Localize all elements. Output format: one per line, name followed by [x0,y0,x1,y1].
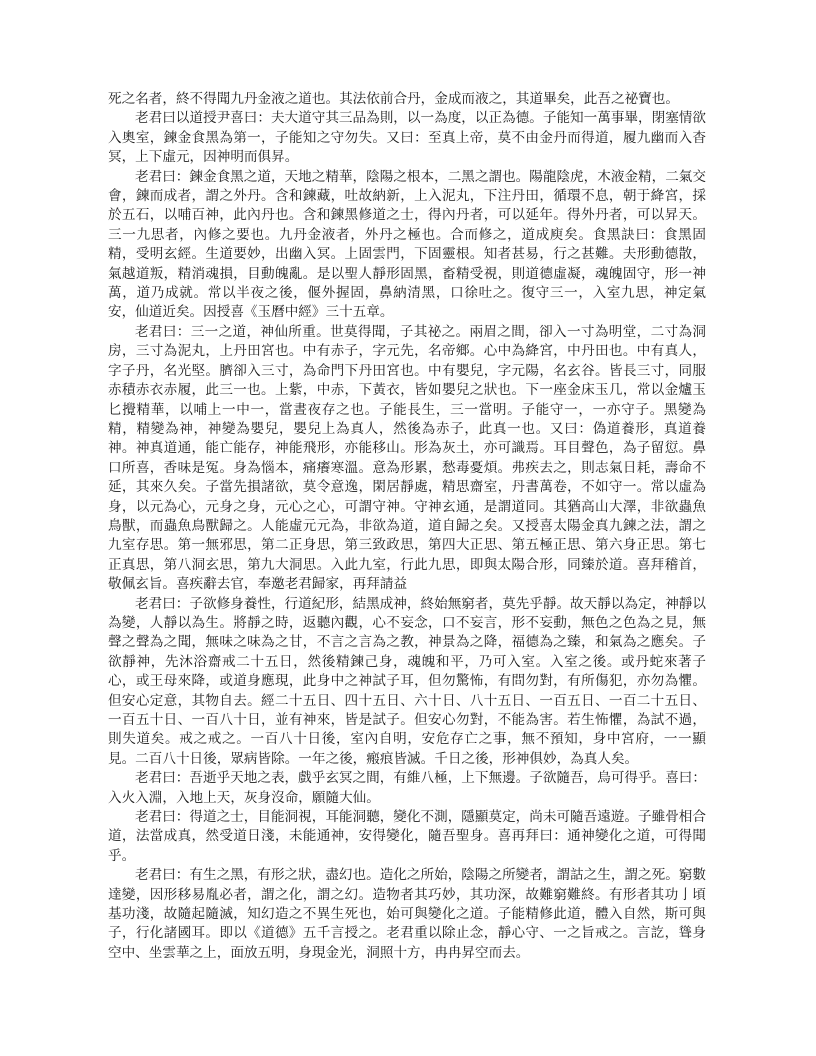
paragraph-7: 老君曰：得道之士，目能洞視，耳能洞聽，變化不測，隱顯莫定，尚未可隨吾遠遊。子雖骨相合道，法當成真，然受道日淺，未能通神，安得變化，隨吾聖身。喜再拜曰：通神變化之道，可得聞乎。 [108,809,706,864]
paragraph-1: 死之名者，終不得聞九丹金液之道也。其法依前合丹，金成而液之，其道畢矣，此吾之祕寶也。 [108,91,679,107]
paragraph-8: 老君曰：有生之黑，有形之狀，盡幻也。造化之所始，陰陽之所變者，謂詁之生，謂之死。窮數達變，因形移易胤必者，謂之化，謂之幻。造物者其巧妙，其功深，故難窮難終。有形者其功亅頃基功淺，故隨起隨滅，知幻造之不異生死也，始可與變化之道。子能精修此道，體入自然，斯可與子，行化諸國耳。即以《道德》五千言授之。老君重以除止念，靜心守、一之旨戒之。言訖，聳身空中、坐雲華之上，面放五明，身現金光，洞照十方，冉冉昇空而去。 [108,867,706,961]
paragraph-4: 老君曰：三一之道，神仙所重。世莫得聞，子其祕之。兩眉之間，卻入一寸為明堂，二寸為洞房，三寸為泥丸，上丹田宮也。中有赤子，字元先，名帝鄉。心中為絳宮，中丹田也。中有真人，字子丹，名光堅。臍卻入三寸，為命門下丹田宮也。中有嬰兒，字元陽，名玄谷。皆長三寸，同服赤積赤衣赤履，此三一也。上紫，中赤，下黃衣，皆如嬰兒之狀也。下一座金床玉几，常以金爐玉匕攪精華，以哺上一中一，當晝夜存之也。子能長生，三一當明。子能守一，一亦守子。黑變為精，精變為神，神變為嬰兒，嬰兒上為真人，然後為赤子，此真一也。又曰：偽道養形，真道養神。神真道通，能亡能存，神能飛形，亦能移山。形為灰土，亦可識焉。耳目聲色，為子留愆。鼻口所喜，香味是冤。身為惱本，痛癢寒溫。意為形累，愁毒憂煩。弗疾去之，則志氣日耗，壽命不延，其來久矣。子當先損諸欲，莫令意逸，閑居靜處，精思齋室，丹書萬卷，不如守一。常以虛為身，以元為心，元身之身，元心之心，可謂守神。守神玄通，是謂道同。其猶高山大澤，非欲蟲魚鳥獸，而蟲魚鳥獸歸之。人能虛元元為，非欲為道，道自歸之矣。又授喜太陽金真九鍊之法，謂之九室存思。第一無邪思，第二正身思，第三致政思，第四大正思、第五極正思、第六身正思。第七正真思，第八洞玄思，第九大洞思。入此九室，行此九思，即與太陽合形，同臻於道。喜拜稽首，敬佩玄旨。喜疾辭去官，奉邀老君歸家，再拜請益 [108,323,706,593]
paragraph-5: 老君曰：子欲修身養性，行道紀形，結黑成神，終始無窮者，莫先乎靜。故天靜以為定，神靜以為變，人靜以為生。將靜之時，返聽內觀，心不妄念，口不妄言，形不妄動，無色之色為之見，無聲之聲為之聞，無味之味為之甘，不言之言為之教，神景為之降，福德為之臻，和氣為之應矣。子欲靜神，先沐浴齋戒二十五日，然後精鍊己身，魂魄和平，乃可入室。入室之後。或丹蛇來著子心，或王母來降，或道身應現，此身中之神試子耳，但勿驚怖，有問勿對，有所傷犯，亦勿為懼。但安心定意，其物自去。經二十五日、四十五日、六十日、八十五日、一百五日、一百二十五日、一百五十日、一百八十日，並有神來，皆是試子。但安心勿對，不能為害。若生怖懼，為試不過，則失道矣。戒之戒之。一百八十日後，室內自明，安危存亡之事，無不預知，身中宮府，一一顯見。二百八十日後，眾病皆除。一年之後，瘢痕皆滅。千日之後，形神俱妙，為真人矣。 [108,595,706,767]
paragraph-6: 老君曰：吾逝乎天地之表，戲乎玄冥之間，有維八極，上下無邊。子欲隨吾，烏可得乎。喜曰：入火入淵，入地上天，灰身沒命，願隨大仙。 [108,770,706,806]
document-page [108,90,706,963]
paragraph-2: 老君曰以道授尹喜曰：夫大道守其三品為則，以一為度，以正為德。子能知一萬事畢，閉塞情欲入奧室，鍊金食黑為第一，子能知之守勿失。又曰：至真上帝，莫不由金丹而得道，履九幽而入杳冥，上下虛元，因神明而俱昇。 [108,110,706,166]
paragraph-3: 老君曰：鍊金食黑之道，天地之精華，陰陽之根本，二黑之謂也。陽龍陰虎，木液金精，二氣交會，鍊而成者，謂之外丹。含和鍊藏，吐故納新，上入泥丸，下注丹田，循環不息，朝于絳宮，採於五石，以哺百神，此內丹也。含和鍊黑修道之士，得內丹者，可以延年。得外丹者，可以昇天。三一九思者，內修之要也。九丹金液者，外丹之極也。合而修之，道成庾矣。食黑訣曰：食黑固精，受明玄經。生道要妙，出幽入冥。上固雲門，下固靈根。知者甚易，行之甚難。夫形動德散，氣越道叛，精消魂損，目動魄亂。是以聖人靜形固黑，畜精受視，則道德虛凝，魂魄固守，形一神萬，道乃成就。常以半夜之後，偃外握固，鼻納清黑，口徐吐之。復守三一，入室九思，神定氣安，仙道近矣。因授喜《玉曆中經》三十五章。 [108,168,706,321]
